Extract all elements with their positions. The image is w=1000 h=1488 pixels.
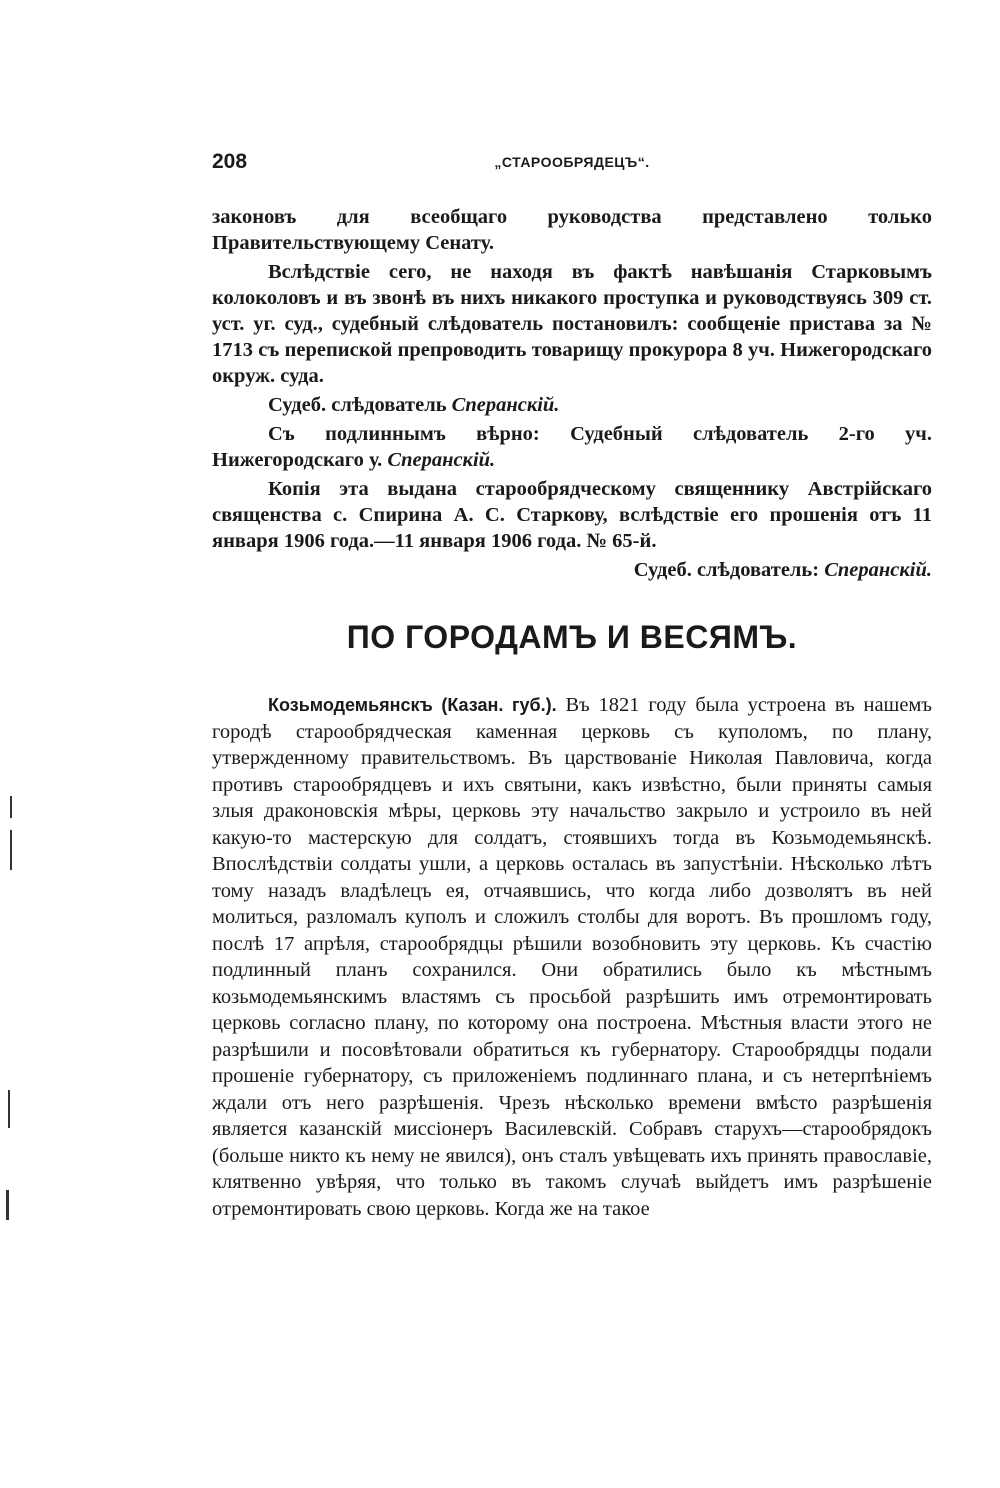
signature-name: Сперанскій. — [824, 559, 932, 581]
paragraph — [212, 692, 932, 1222]
paragraph: Копія эта выдана старообрядческому священнику Австрійскаго священства с. Спирина А. С. Старкову, вслѣдствіе его прошенія отъ 11 января 1906 года.—11 января 1906 года. № 65-й. — [212, 478, 932, 552]
page-number: 208 — [212, 150, 248, 173]
article-body: Въ 1821 году была устроена въ нашемъ городѣ старообрядческая каменная церковь съ куполомъ, по плану, утвержденному правительствомъ. Въ царствованіе Николая Павловича, когда противъ старообрядцевъ и ихъ святыни, какъ извѣстно, были приняты самыя злыя драконовскія мѣры, церковь эту начальство закрыло и устроило въ ней какую-то мастерскую для солдатъ, стоявшихъ тогда въ Козьмодемьянскѣ. Впослѣдствіи солдаты ушли, а церковь осталась въ запустѣніи. Нѣсколько лѣтъ тому назадъ владѣлецъ ея, отчаявшись, что когда либо дозволятъ въ ней молиться, разломалъ куполъ и сложилъ столбы для воротъ. Въ прошломъ году, послѣ 17 апрѣля, старообрядцы рѣшили возобновить эту церковь. Къ счастію подлинный планъ сохранился. Они обратились было къ мѣстнымъ козьмодемьянскимъ властямъ съ просьбой разрѣшить имъ отремонтировать церковь согласно плану, по которому она построена. Мѣстныя власти этого не разрѣшили и посовѣтовали обратиться къ губернатору. Старообрядцы подали прошеніе губернатору, съ приложеніемъ подлиннаго плана, и съ нетерпѣніемъ ждали отъ него разрѣшенія. Чрезъ нѣсколько времени вмѣсто разрѣшенія является казанскій миссіонеръ Василевскій. Собравъ старухъ—старообрядокъ (больше никто къ нему не явился), онъ сталъ увѣщевать ихъ принять православіе, клятвенно увѣряя, что только въ такомъ случаѣ выйдетъ имъ разрѣшеніе отремонтировать свою церковь. Когда же на такое — [212, 694, 933, 1220]
signature-name: Сперанскій. — [451, 394, 560, 416]
signature-name: Сперанскій. — [387, 449, 496, 471]
margin-scan-marks — [0, 0, 30, 1488]
article-lead: Козьмодемьянскъ (Казан. губ.). — [268, 695, 557, 715]
scan-mark — [10, 830, 12, 870]
signature-label: Судеб. слѣдователь — [268, 394, 447, 416]
page — [212, 150, 932, 1222]
scan-mark — [10, 796, 12, 818]
paragraph: законовъ для всеобщаго руководства представлено только Правительствующему Сенату. — [212, 206, 932, 254]
document-continuation — [212, 204, 932, 583]
signature-label: Судеб. слѣдователь: — [633, 559, 820, 581]
article — [212, 692, 932, 1222]
journal-title: „СТАРООБРЯДЕЦЪ“. — [494, 154, 650, 170]
section-title: ПО ГОРОДАМЪ И ВЕСЯМЪ. — [346, 619, 798, 655]
paragraph: Вслѣдствіе сего, не находя въ фактѣ навѣшанія Старковымъ колоколовъ и въ звонѣ въ нихъ никакого проступка и руководствуясь 309 ст. уст. уг. суд., судебный слѣдователь постановилъ: сообщеніе пристава за № 1713 съ перепиской препроводить товарищу прокурора 8 уч. Нижегородскаго окруж. суда. — [212, 261, 932, 387]
certification-text: Съ подлиннымъ вѣрно: Судебный слѣдователь 2-го уч. Нижегородскаго у. — [212, 423, 932, 471]
paragraph — [212, 421, 932, 473]
signature-line — [212, 392, 932, 418]
scan-mark — [6, 1190, 9, 1220]
signature-line — [212, 557, 932, 583]
running-head — [212, 150, 932, 180]
scan-mark — [8, 1090, 10, 1128]
